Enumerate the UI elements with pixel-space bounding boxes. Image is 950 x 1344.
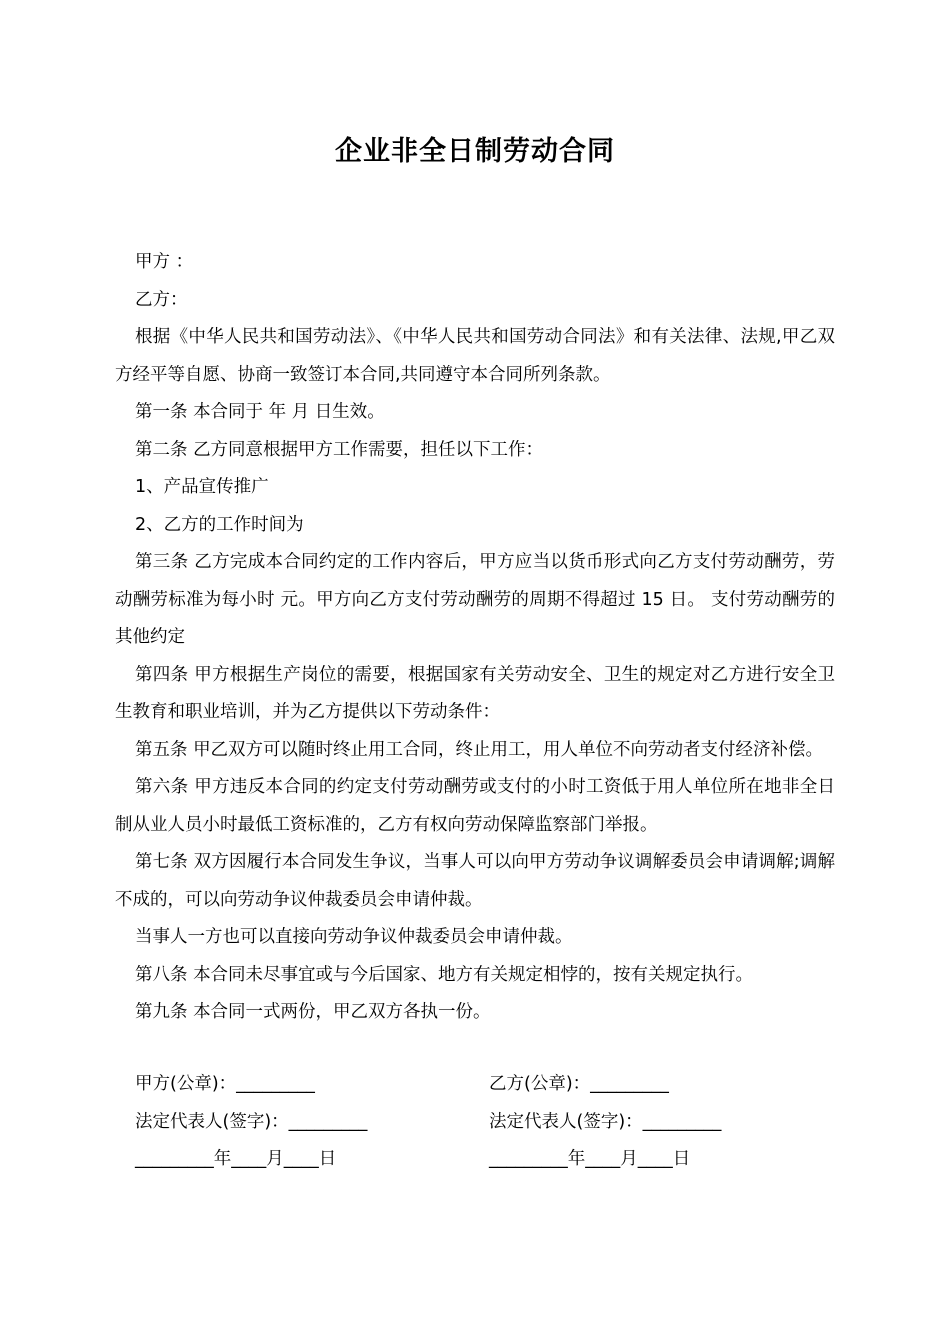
- article-3: 第三条 乙方完成本合同约定的工作内容后，甲方应当以货币形式向乙方支付劳动酬劳，劳动酬劳标准为每小时 元。甲方向乙方支付劳动酬劳的周期不得超过 15 日。 支付劳动酬劳的其他约定: [115, 552, 835, 647]
- article-4: 第四条 甲方根据生产岗位的需要，根据国家有关劳动安全、卫生的规定对乙方进行安全卫生教育和职业培训，并为乙方提供以下劳动条件：: [115, 664, 835, 722]
- signature-block: [135, 1066, 855, 1179]
- contract-body: [115, 244, 835, 1032]
- signature-row-representative: [135, 1104, 855, 1142]
- article-1: 第一条 本合同于 年 月 日生效。: [135, 402, 385, 422]
- article-5: 第五条 甲乙双方可以随时终止用工合同，终止用工，用人单位不向劳动者支付经济补偿。: [135, 739, 824, 760]
- party-a-seal-line: 甲方(公章)：_________: [135, 1074, 315, 1094]
- party-b-line: 乙方：: [135, 289, 188, 310]
- article-2-item-2: 2、乙方的工作时间为: [135, 514, 304, 535]
- party-b-seal-line: 乙方(公章)：_________: [489, 1074, 669, 1094]
- preamble-paragraph: 根据《中华人民共和国劳动法》、《中华人民共和国劳动合同法》和有关法律、法规,甲乙双方经平等自愿、协商一致签订本合同,共同遵守本合同所列条款。: [115, 327, 835, 385]
- party-b-date-line: _________年____月____日: [489, 1149, 691, 1169]
- signature-row-seal: [135, 1066, 855, 1104]
- article-7: 第七条 双方因履行本合同发生争议，当事人可以向甲方劳动争议调解委员会申请调解;调解不成的，可以向劳动争议仲裁委员会申请仲裁。: [115, 852, 835, 910]
- party-b-representative-line: 法定代表人(签字)：_________: [489, 1111, 722, 1132]
- document-title: 企业非全日制劳动合同: [335, 136, 615, 167]
- article-6: 第六条 甲方违反本合同的约定支付劳动酬劳或支付的小时工资低于用人单位所在地非全日制从业人员小时最低工资标准的，乙方有权向劳动保障监察部门举报。: [115, 777, 835, 835]
- article-9: 第九条 本合同一式两份，甲乙双方各执一份。: [135, 1002, 491, 1022]
- party-a-date-line: _________年____月____日: [135, 1149, 337, 1169]
- party-a-line: 甲方 ：: [135, 252, 194, 272]
- article-2-item-1: 1、产品宣传推广: [135, 477, 269, 497]
- signature-row-date: [135, 1141, 855, 1179]
- article-7-supplement: 当事人一方也可以直接向劳动争议仲裁委员会申请仲裁。: [135, 927, 573, 947]
- article-2: 第二条 乙方同意根据甲方工作需要，担任以下工作：: [135, 439, 544, 460]
- article-8: 第八条 本合同未尽事宜或与今后国家、地方有关规定相悖的，按有关规定执行。: [135, 964, 754, 985]
- party-a-representative-line: 法定代表人(签字)：_________: [135, 1111, 368, 1132]
